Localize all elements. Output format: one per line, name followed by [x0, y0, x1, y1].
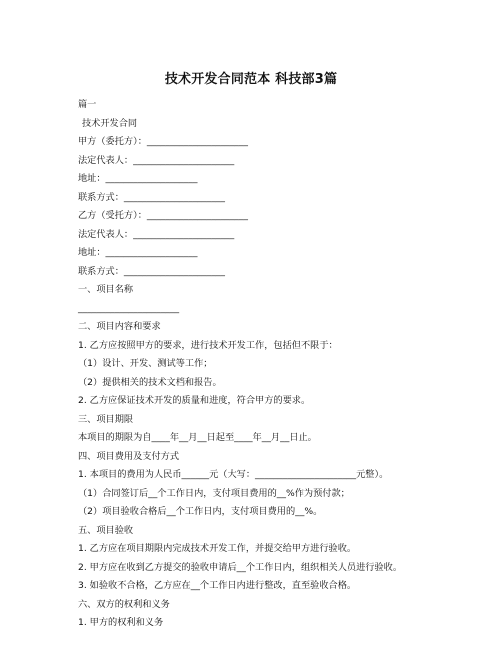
document-body — [78, 96, 488, 633]
party-a-field: 甲方（委托方）：______________________ — [78, 136, 248, 147]
party-b-contact-field: 联系方式：______________________ — [78, 265, 225, 277]
section-heading: 二、项目内容和要求 — [78, 321, 161, 332]
party-b-address-field: 地址：____________________ — [78, 247, 198, 258]
party-a-address-field: 地址：____________________ — [78, 173, 198, 184]
clause-text: 1. 乙方应按照甲方的要求，进行技术开发工作，包括但不限于： — [78, 339, 338, 351]
party-b-field: 乙方（受托方）：______________________ — [78, 210, 248, 221]
project-name-blank: ______________________ — [78, 302, 180, 314]
party-b-representative-field: 法定代表人：______________________ — [78, 228, 235, 240]
clause-text: 3. 如验收不合格，乙方应在__个工作日内进行整改，直至验收合格。 — [78, 580, 357, 591]
clause-text: 1. 乙方应在项目期限内完成技术开发工作，并提交给甲方进行验收。 — [78, 543, 357, 554]
section-heading: 四、项目费用及支付方式 — [78, 450, 180, 462]
clause-text: 1. 甲方的权利和义务 — [78, 617, 164, 628]
section-label: 篇一 — [78, 99, 97, 110]
clause-text: 1. 本项目的费用为人民币______元（大写：______________________元整）。 — [78, 469, 389, 480]
clause-text: 2. 甲方应在收到乙方提交的验收申请后__个工作日内，组织相关人员进行验收。 — [78, 561, 403, 573]
clause-text: （2）提供相关的技术文档和报告。 — [78, 376, 222, 388]
party-a-contact-field: 联系方式：______________________ — [78, 191, 225, 203]
clause-text: （2）项目验收合格后__个工作日内，支付项目费用的__%。 — [78, 506, 323, 517]
section-heading: 三、项目期限 — [78, 413, 134, 425]
clause-text: （1）合同签订后__个工作日内，支付项目费用的__%作为预付款； — [78, 487, 350, 499]
subtitle: 技术开发合同 — [82, 117, 138, 129]
document-title: 技术开发合同范本 科技部3篇 — [164, 72, 338, 87]
section-heading: 五、项目验收 — [78, 524, 134, 536]
party-a-representative-field: 法定代表人：______________________ — [78, 154, 235, 166]
section-heading: 六、双方的权利和义务 — [78, 598, 170, 610]
clause-text: 2. 乙方应保证技术开发的质量和进度，符合甲方的要求。 — [78, 395, 311, 406]
section-heading: 一、项目名称 — [78, 284, 134, 295]
clause-text: （1）设计、开发、测试等工作； — [78, 358, 213, 369]
clause-text: 本项目的期限为自____年__月__日起至____年__月__日止。 — [78, 432, 317, 443]
